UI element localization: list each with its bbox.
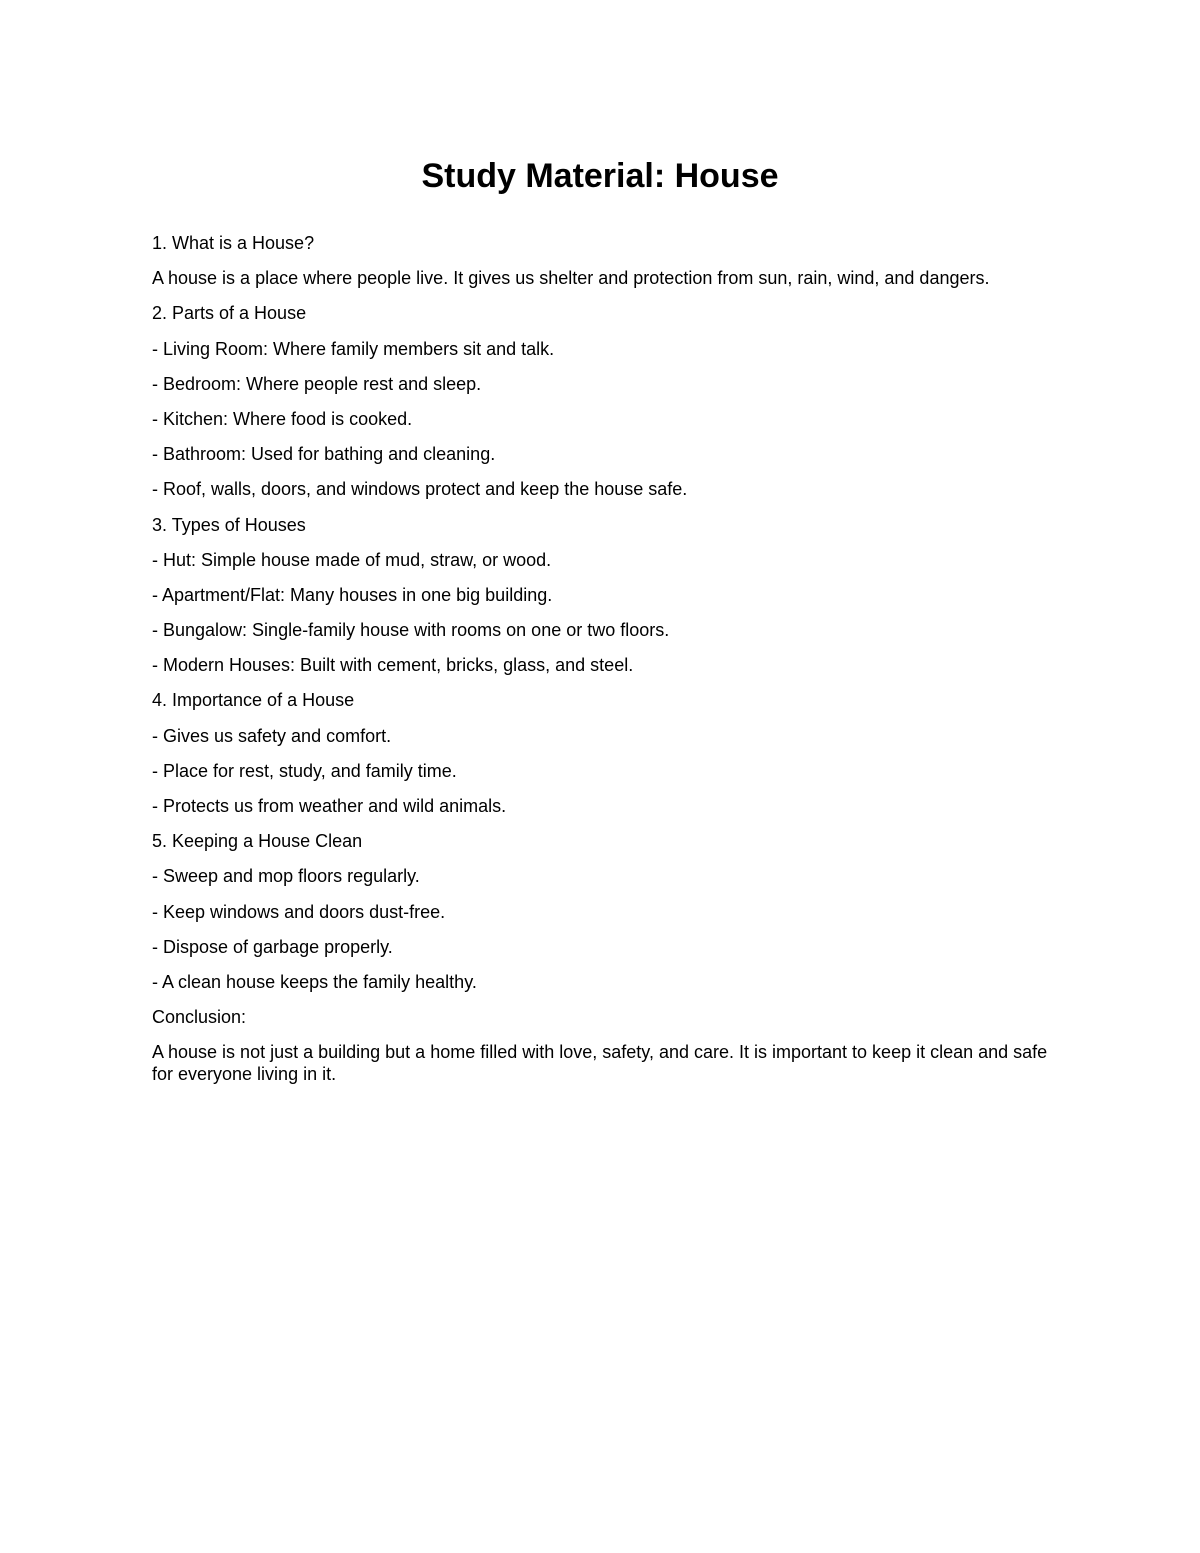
section-heading-importance: 4. Importance of a House — [152, 690, 355, 711]
list-item: - Place for rest, study, and family time. — [152, 760, 457, 781]
section-heading-parts: 2. Parts of a House — [152, 303, 307, 324]
list-item: - Kitchen: Where food is cooked. — [152, 408, 413, 429]
section-body-what-is: A house is a place where people live. It gives us shelter and protection from sun, rain, wind, and dangers. — [152, 268, 990, 289]
list-item: - Sweep and mop floors regularly. — [152, 866, 420, 887]
list-item: - Protects us from weather and wild animals. — [152, 796, 507, 816]
list-item: - Keep windows and doors dust-free. — [152, 901, 446, 922]
list-item: - Roof, walls, doors, and windows protect and keep the house safe. — [152, 479, 688, 500]
list-item: - Gives us safety and comfort. — [152, 725, 392, 746]
document-body — [152, 232, 1052, 1085]
list-item: - Bedroom: Where people rest and sleep. — [152, 373, 482, 394]
list-item: - Modern Houses: Built with cement, bricks, glass, and steel. — [152, 655, 634, 676]
section-heading-cleaning: 5. Keeping a House Clean — [152, 831, 363, 852]
list-item: - Living Room: Where family members sit and talk. — [152, 338, 555, 359]
list-item: - Bathroom: Used for bathing and cleaning. — [152, 444, 496, 465]
list-item: - Hut: Simple house made of mud, straw, or wood. — [152, 549, 552, 570]
list-item: - Dispose of garbage properly. — [152, 936, 393, 957]
section-heading-types: 3. Types of Houses — [152, 514, 306, 535]
list-item: - Bungalow: Single-family house with rooms on one or two floors. — [152, 620, 670, 641]
list-item: - Apartment/Flat: Many houses in one big building. — [152, 584, 553, 605]
section-heading-what-is: 1. What is a House? — [152, 233, 315, 253]
section-heading-conclusion: Conclusion: — [152, 1007, 247, 1028]
list-item: - A clean house keeps the family healthy. — [152, 971, 477, 992]
section-body-conclusion: A house is not just a building but a home filled with love, safety, and care. It is important to keep it clean and safe for everyone living in it. — [152, 1042, 1048, 1085]
document-title: Study Material: House — [421, 157, 779, 195]
